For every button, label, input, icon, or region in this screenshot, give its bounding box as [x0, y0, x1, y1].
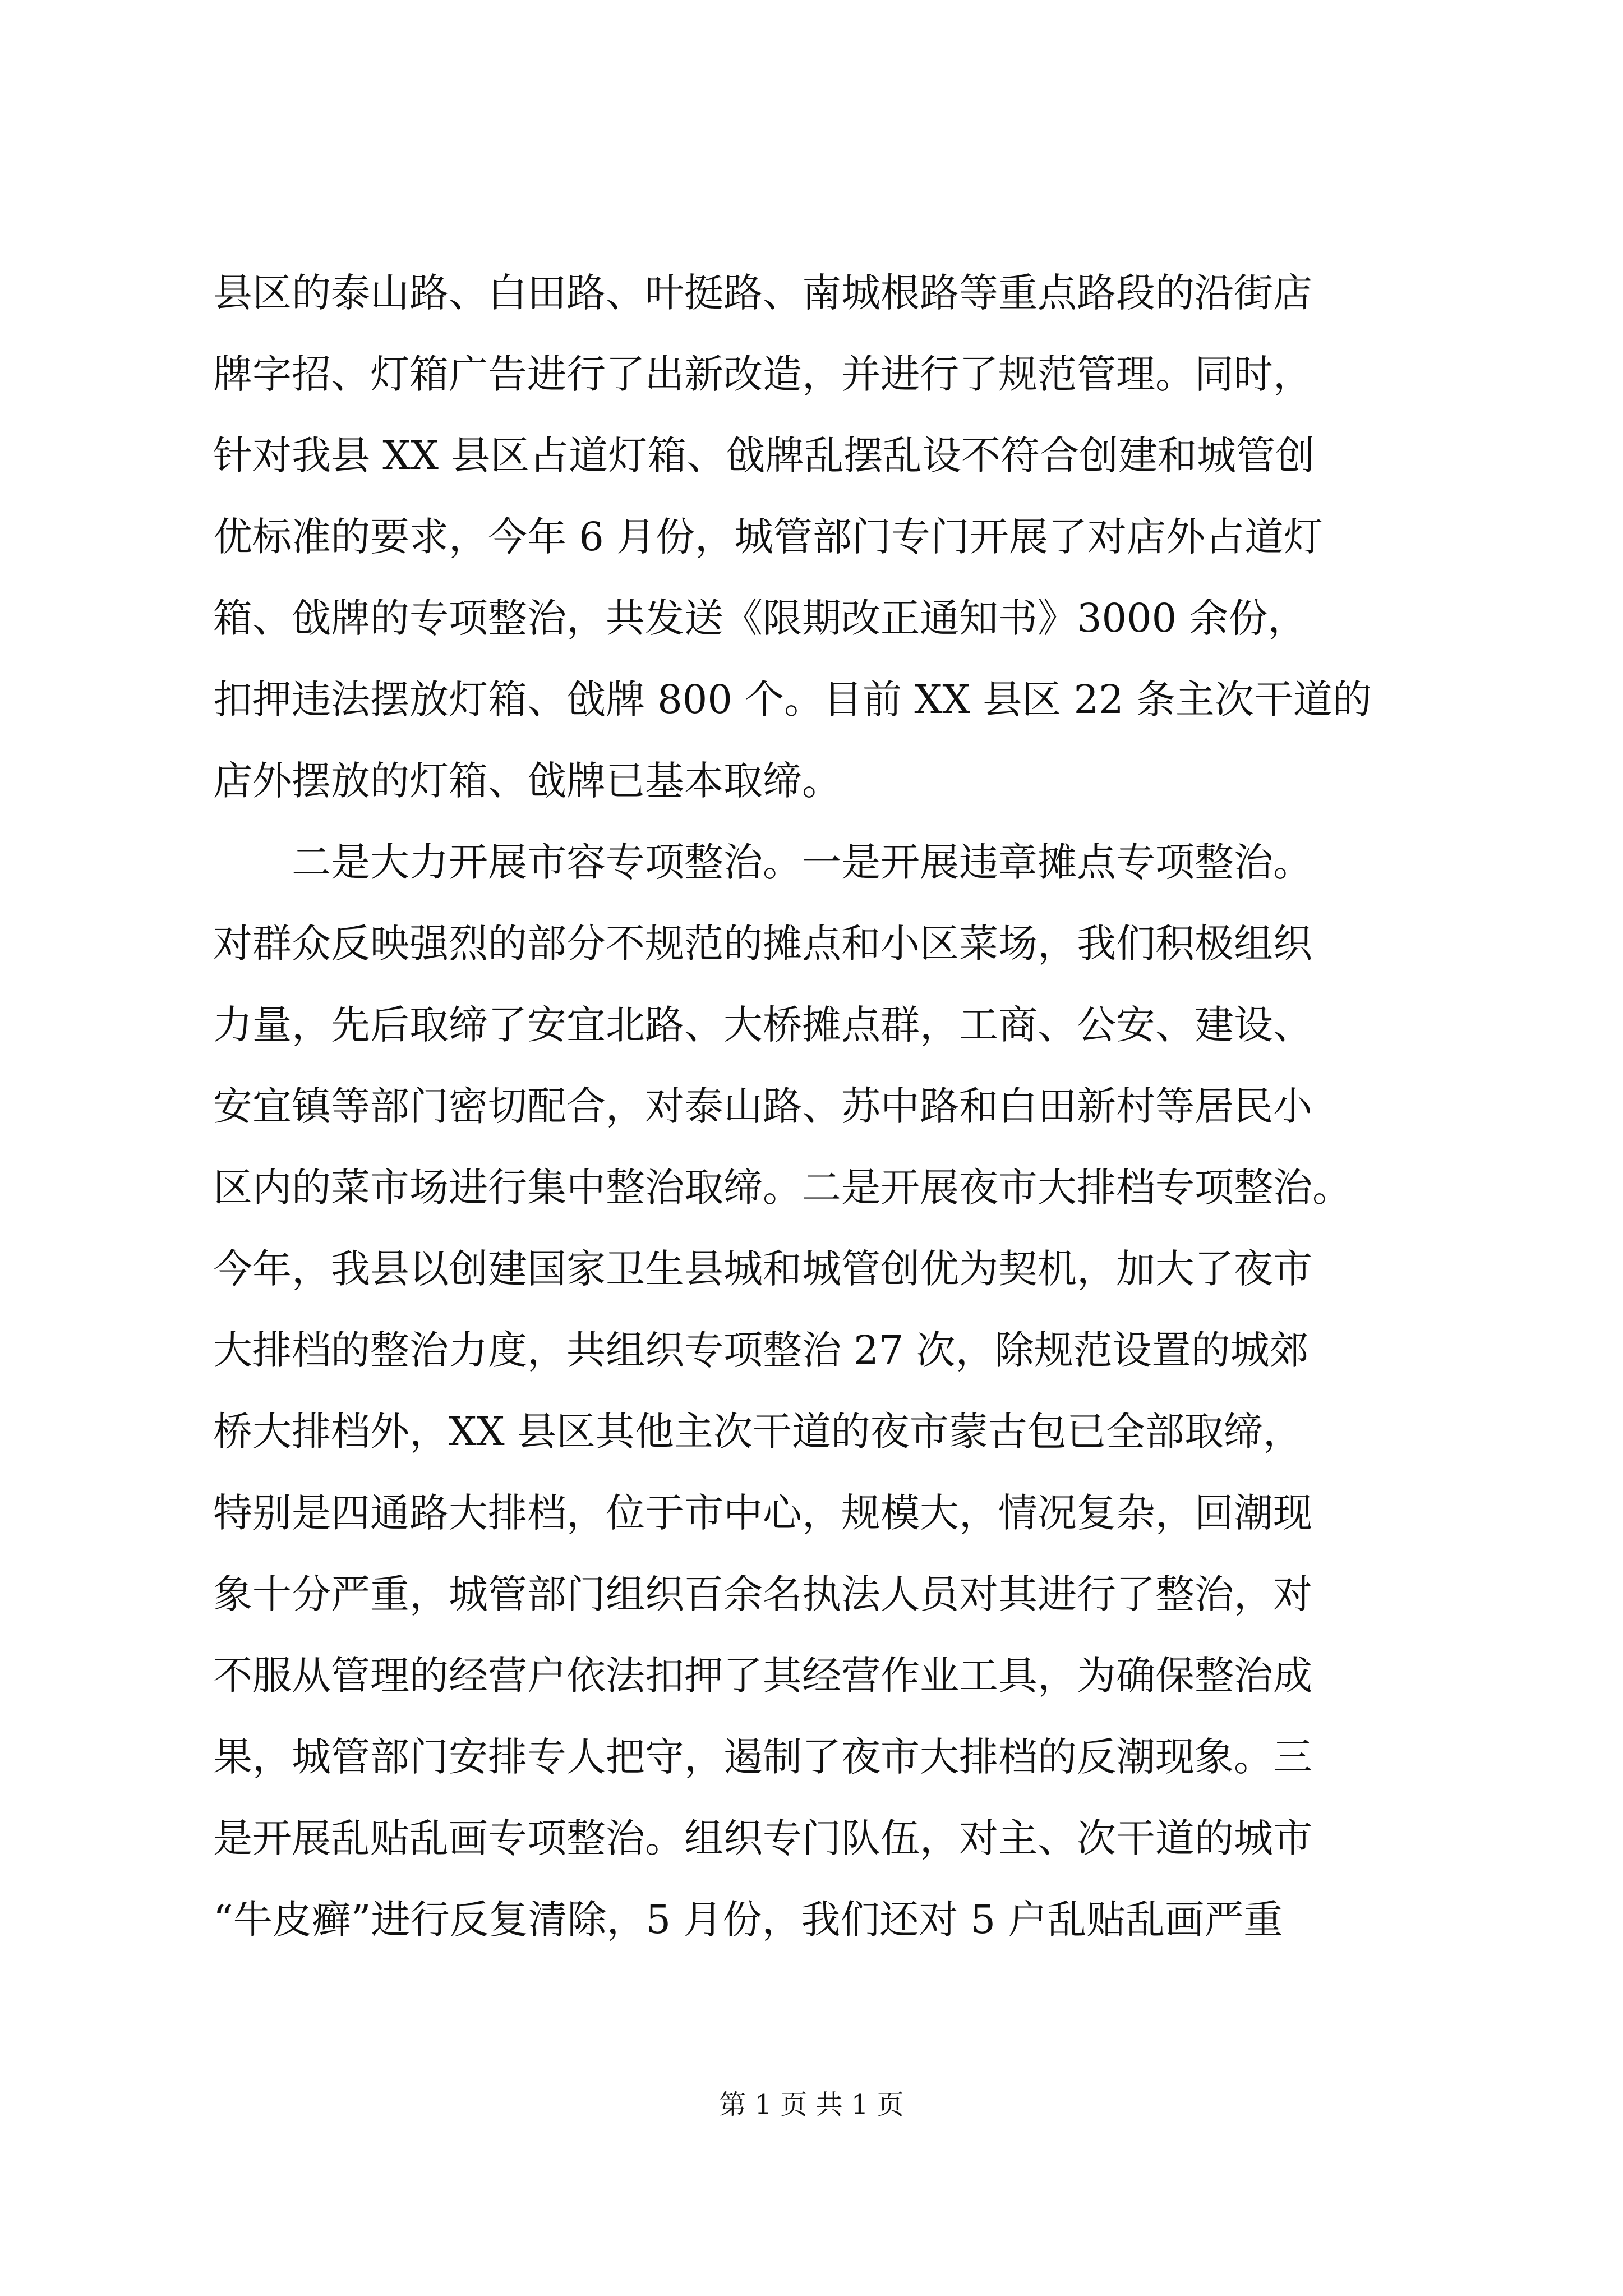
- text-line: 优标准的要求，今年 6 月份，城管部门专门开展了对店外占道灯: [213, 514, 1324, 560]
- page-footer: [0, 2088, 1623, 2122]
- page-number: 第 1 页 共 1 页: [719, 2089, 904, 2120]
- text-line: 桥大排档外，XX 县区其他主次干道的夜市蒙古包已全部取缔，: [213, 1409, 1302, 1455]
- text-line: 力量，先后取缔了安宜北路、大桥摊点群，工商、公安、建设、: [213, 1002, 1312, 1048]
- text-line: 是开展乱贴乱画专项整治。组织专门队伍，对主、次干道的城市: [213, 1815, 1312, 1861]
- text-line: 安宜镇等部门密切配合，对泰山路、苏中路和白田新村等居民小: [213, 1083, 1312, 1129]
- text-line: 针对我县 XX 县区占道灯箱、戗牌乱摆乱设不符合创建和城管创: [213, 432, 1315, 478]
- text-line: 牌字招、灯箱广告进行了出新改造，并进行了规范管理。同时，: [213, 351, 1312, 397]
- text-line: 扣押违法摆放灯箱、戗牌 800 个。目前 XX 县区 22 条主次干道的: [213, 677, 1372, 723]
- text-line: 店外摆放的灯箱、戗牌已基本取缔。: [213, 758, 841, 804]
- text-line: 象十分严重，城管部门组织百余名执法人员对其进行了整治，对: [213, 1571, 1312, 1617]
- text-line: 特别是四通路大排档，位于市中心，规模大，情况复杂，回潮现: [213, 1490, 1312, 1536]
- text-line: “牛皮癣”进行反复清除，5 月份，我们还对 5 户乱贴乱画严重: [213, 1897, 1283, 1943]
- paragraph-first-line: 二是大力开展市容专项整治。一是开展违章摊点专项整治。: [292, 839, 1312, 885]
- text-line: 大排档的整治力度，共组织专项整治 27 次，除规范设置的城郊: [213, 1327, 1309, 1373]
- text-line: 箱、戗牌的专项整治，共发送《限期改正通知书》3000 余份，: [213, 595, 1307, 641]
- text-line: 区内的菜市场进行集中整治取缔。二是开展夜市大排档专项整治。: [213, 1165, 1352, 1211]
- text-line: 今年，我县以创建国家卫生县城和城管创优为契机，加大了夜市: [213, 1246, 1312, 1292]
- text-line: 不服从管理的经营户依法扣押了其经营作业工具，为确保整治成: [213, 1653, 1312, 1699]
- document-body: [213, 252, 1413, 1961]
- text-line: 对群众反映强烈的部分不规范的摊点和小区菜场，我们积极组织: [213, 921, 1312, 967]
- text-line: 果，城管部门安排专人把守，遏制了夜市大排档的反潮现象。三: [213, 1734, 1312, 1780]
- text-line: 县区的泰山路、白田路、叶挺路、南城根路等重点路段的沿街店: [213, 270, 1312, 316]
